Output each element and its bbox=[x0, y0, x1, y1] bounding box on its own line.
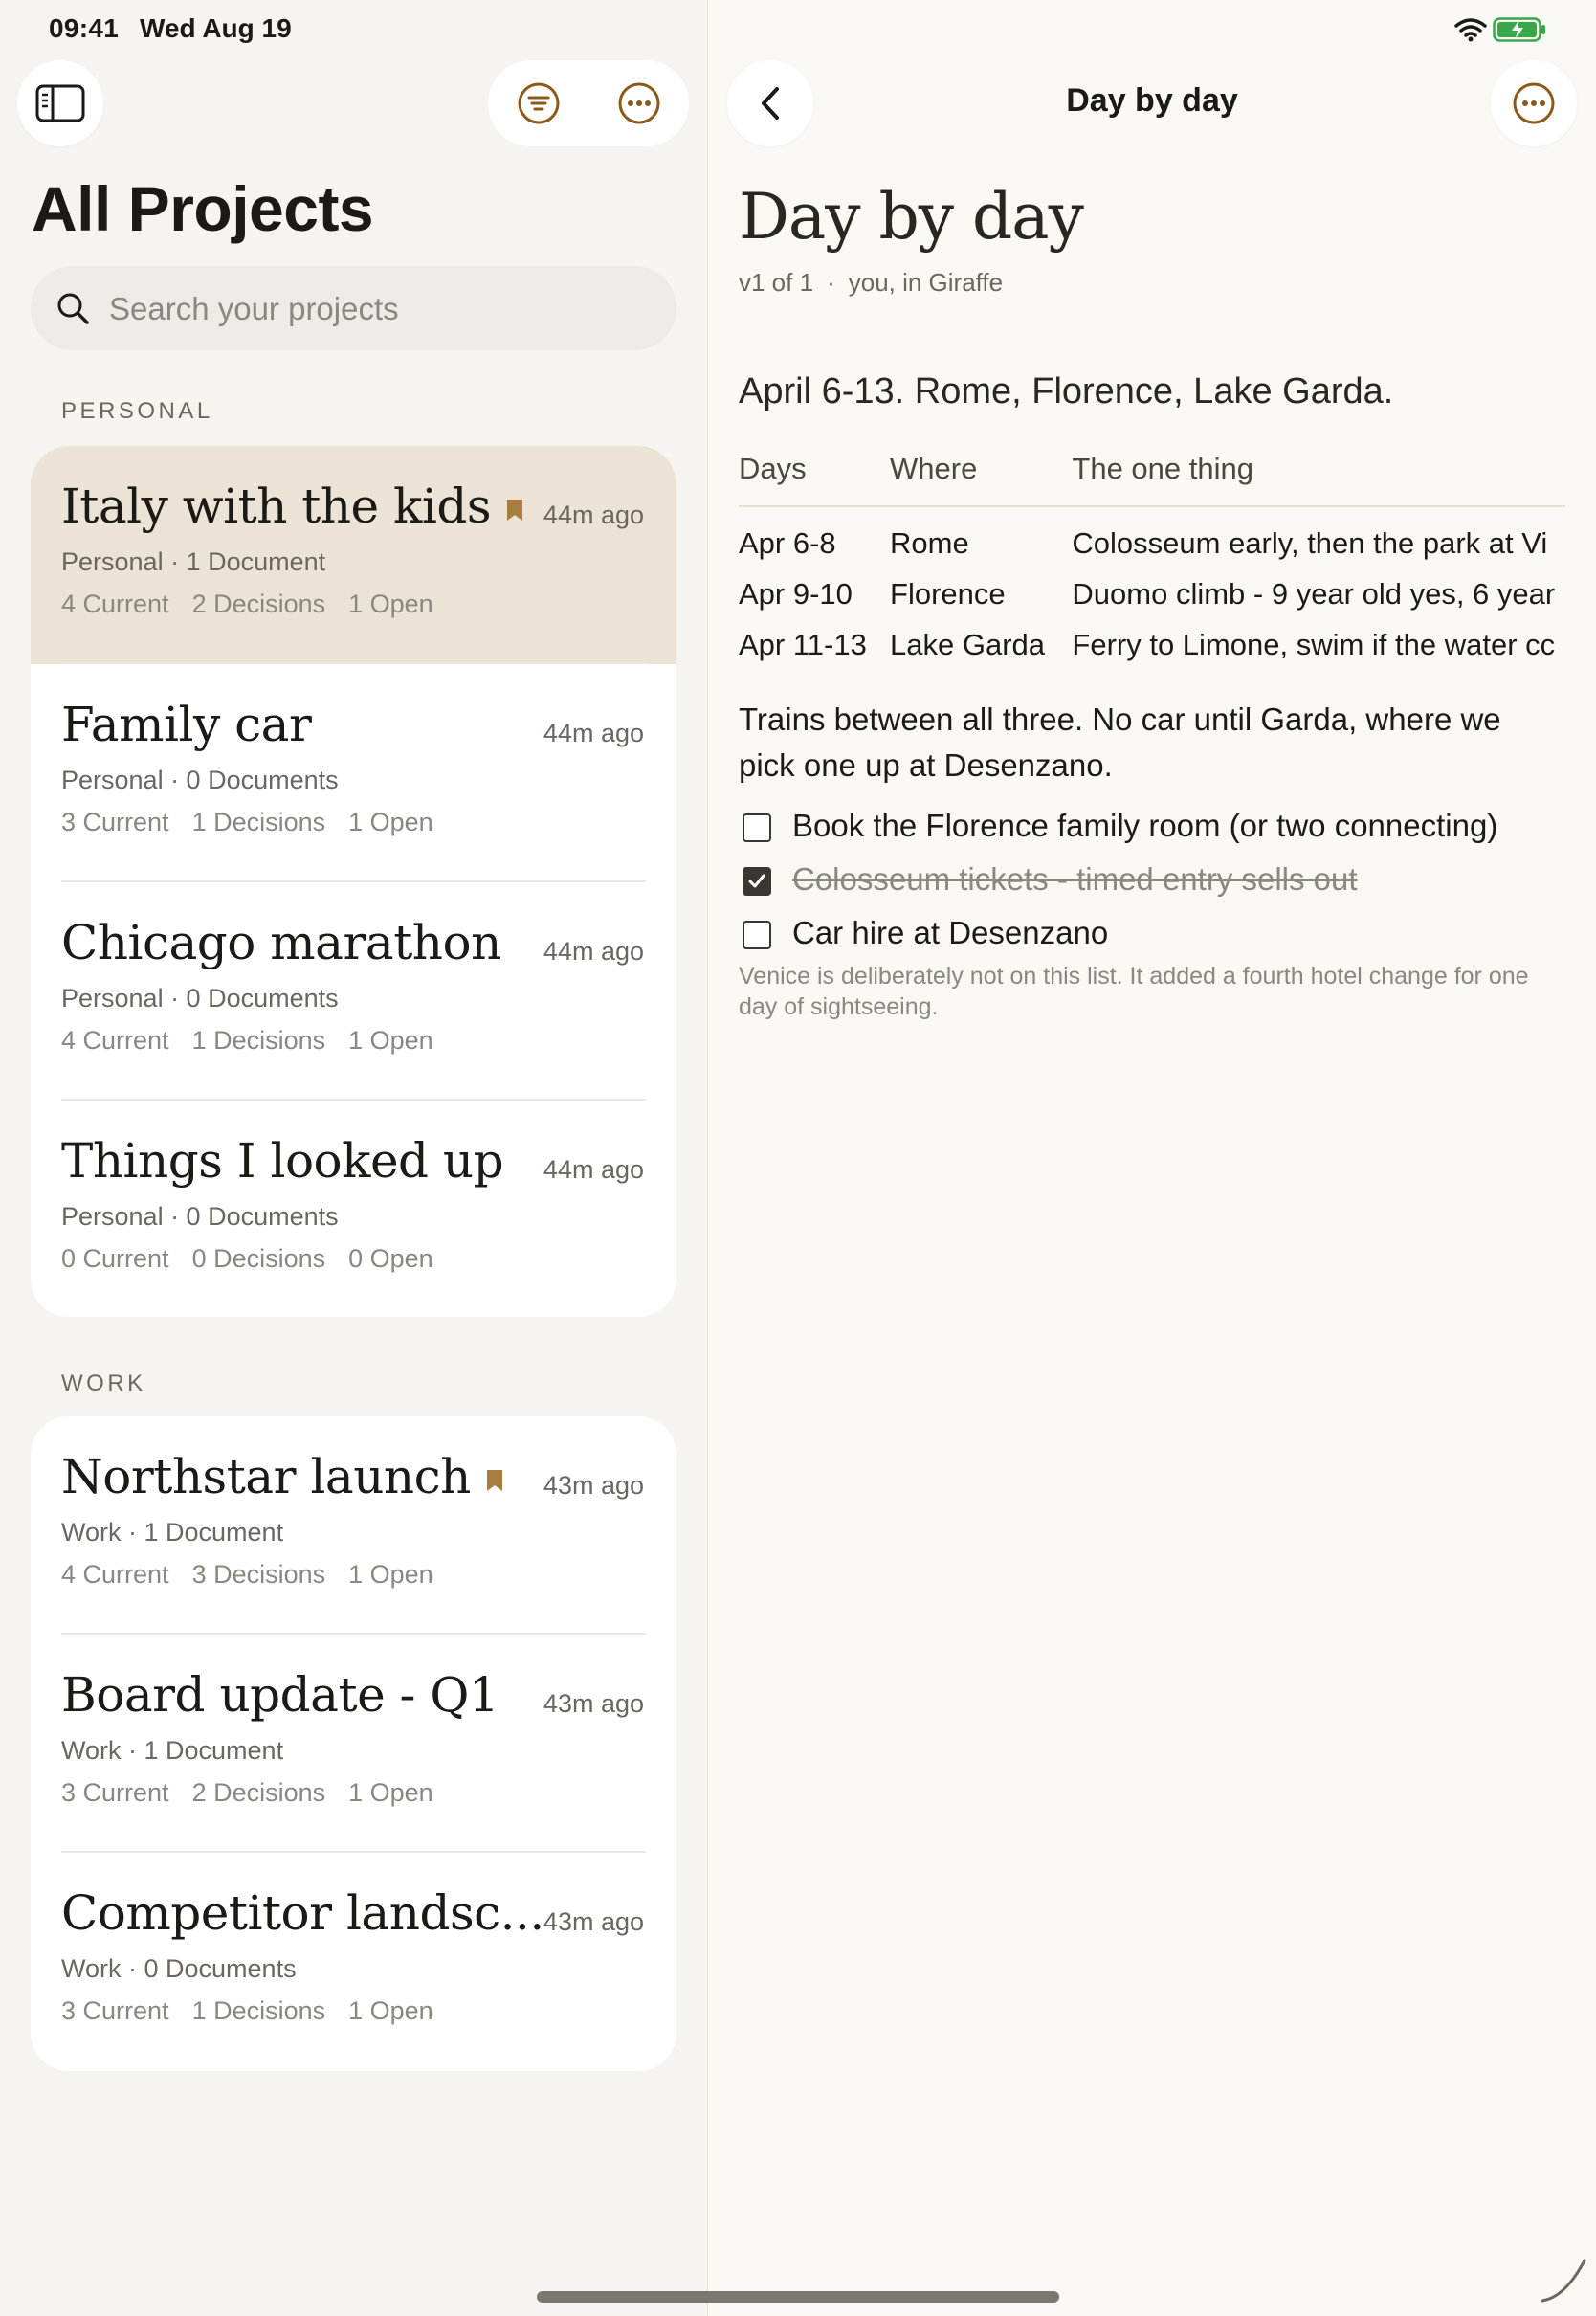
work-projects-list bbox=[31, 1416, 676, 2071]
project-stats bbox=[61, 1996, 456, 2026]
table-cell: Duomo climb - 9 year old yes, 6 year bbox=[1072, 577, 1556, 611]
project-name: Competitor landsc... bbox=[61, 1885, 544, 1941]
more-icon bbox=[617, 81, 661, 125]
section-label-work: WORK bbox=[61, 1370, 146, 1396]
checklist-label: Book the Florence family room (or two connecting) bbox=[792, 808, 1498, 843]
project-item-chicago-marathon[interactable] bbox=[31, 882, 676, 1101]
checkbox-checked[interactable] bbox=[743, 867, 771, 896]
project-updated: 44m ago bbox=[543, 501, 644, 529]
open-count: 0 Open bbox=[348, 1244, 433, 1273]
project-item-competitor-landscape[interactable] bbox=[31, 1853, 676, 2071]
checkbox[interactable] bbox=[743, 813, 771, 842]
table-row bbox=[739, 612, 1565, 662]
current-count: 4 Current bbox=[61, 590, 169, 618]
status-bar bbox=[0, 0, 1596, 59]
project-item-family-car[interactable] bbox=[31, 664, 676, 882]
table-cell: Florence bbox=[890, 577, 1006, 611]
table-cell: Lake Garda bbox=[890, 628, 1046, 661]
more-icon bbox=[1512, 81, 1556, 125]
bookmark-icon bbox=[506, 499, 523, 522]
project-updated: 44m ago bbox=[543, 1155, 644, 1184]
project-updated: 44m ago bbox=[543, 719, 644, 747]
column-header: Where bbox=[890, 452, 1072, 506]
project-item-board-update[interactable] bbox=[31, 1635, 676, 1853]
project-updated: 43m ago bbox=[543, 1471, 644, 1500]
table-cell: Apr 9-10 bbox=[739, 577, 853, 611]
bookmark-icon bbox=[486, 1469, 503, 1492]
toolbar-pill bbox=[488, 60, 689, 146]
project-stats bbox=[61, 1026, 456, 1056]
search-bar[interactable] bbox=[31, 266, 676, 350]
table-row bbox=[739, 506, 1565, 561]
project-stats bbox=[61, 1778, 456, 1808]
personal-projects-list bbox=[31, 446, 676, 1317]
divider bbox=[61, 662, 646, 664]
checklist-label: Colosseum tickets - timed entry sells out bbox=[792, 861, 1358, 897]
more-button[interactable] bbox=[588, 60, 689, 146]
author-label: you, in Giraffe bbox=[848, 268, 1004, 297]
project-name-text: Italy with the kids bbox=[61, 479, 491, 534]
project-name: Family car bbox=[61, 697, 312, 752]
project-meta: Personal · 0 Documents bbox=[61, 1202, 339, 1231]
status-time: 09:41 bbox=[49, 13, 120, 43]
checklist-item[interactable] bbox=[739, 806, 1562, 848]
wifi-icon bbox=[1454, 17, 1487, 42]
current-count: 4 Current bbox=[61, 1560, 169, 1589]
document-more-button[interactable] bbox=[1491, 60, 1577, 146]
project-stats bbox=[61, 808, 456, 837]
home-indicator[interactable] bbox=[537, 2291, 1059, 2303]
search-icon bbox=[55, 291, 90, 325]
project-meta: Work · 1 Document bbox=[61, 1736, 284, 1765]
nav-title: Day by day bbox=[1066, 82, 1238, 119]
document-title: Day by day bbox=[739, 180, 1083, 254]
document-note: Venice is deliberately not on this list. It added a fourth hotel change for one day of sightseeing. bbox=[739, 963, 1529, 1020]
decisions-count: 2 Decisions bbox=[191, 1778, 326, 1807]
version-label: v1 of 1 bbox=[739, 268, 814, 297]
project-name: Things I looked up bbox=[61, 1133, 504, 1189]
checkmark-icon bbox=[744, 869, 769, 894]
project-meta: Personal · 1 Document bbox=[61, 547, 326, 576]
decisions-count: 0 Decisions bbox=[191, 1244, 326, 1273]
open-count: 1 Open bbox=[348, 1778, 433, 1807]
project-updated: 43m ago bbox=[543, 1689, 644, 1718]
projects-sidebar bbox=[0, 0, 707, 2316]
table-cell: Apr 11-13 bbox=[739, 628, 867, 661]
column-header: The one thing bbox=[1072, 452, 1565, 506]
table-row bbox=[739, 561, 1565, 612]
current-count: 0 Current bbox=[61, 1244, 169, 1273]
project-stats bbox=[61, 1560, 456, 1590]
open-count: 1 Open bbox=[348, 1560, 433, 1589]
filter-button[interactable] bbox=[488, 60, 588, 146]
project-stats bbox=[61, 1244, 456, 1274]
current-count: 3 Current bbox=[61, 808, 169, 836]
status-date: Wed Aug 19 bbox=[140, 13, 292, 43]
project-item-italy[interactable] bbox=[31, 446, 676, 664]
document-heading: April 6-13. Rome, Florence, Lake Garda. bbox=[739, 371, 1394, 412]
sidebar-toggle-icon bbox=[35, 84, 85, 122]
project-name bbox=[61, 479, 523, 534]
section-label-personal: PERSONAL bbox=[61, 398, 213, 424]
open-count: 1 Open bbox=[348, 1996, 433, 2025]
current-count: 3 Current bbox=[61, 1778, 169, 1807]
decisions-count: 2 Decisions bbox=[191, 590, 326, 618]
project-item-things-i-looked-up[interactable] bbox=[31, 1101, 676, 1317]
table-cell: Rome bbox=[890, 526, 969, 560]
open-count: 1 Open bbox=[348, 808, 433, 836]
filter-icon bbox=[517, 81, 561, 125]
project-meta: Work · 1 Document bbox=[61, 1518, 284, 1547]
checklist-item[interactable] bbox=[739, 859, 1562, 902]
project-updated: 43m ago bbox=[543, 1907, 644, 1936]
itinerary-table bbox=[739, 452, 1565, 674]
decisions-count: 1 Decisions bbox=[191, 1996, 326, 2025]
decisions-count: 1 Decisions bbox=[191, 1026, 326, 1055]
project-name bbox=[61, 1449, 503, 1504]
project-updated: 44m ago bbox=[543, 937, 644, 966]
current-count: 4 Current bbox=[61, 1026, 169, 1055]
project-stats bbox=[61, 590, 456, 619]
sidebar-toggle-button[interactable] bbox=[17, 60, 103, 146]
table-header-row bbox=[739, 452, 1565, 506]
column-header: Days bbox=[739, 452, 890, 506]
project-meta: Personal · 0 Documents bbox=[61, 766, 339, 794]
battery-icon bbox=[1493, 17, 1546, 42]
page-title: All Projects bbox=[32, 173, 374, 244]
decisions-count: 3 Decisions bbox=[191, 1560, 326, 1589]
project-item-northstar-launch[interactable] bbox=[31, 1416, 676, 1635]
project-meta: Work · 0 Documents bbox=[61, 1954, 297, 1983]
project-name-text: Northstar launch bbox=[61, 1449, 471, 1504]
project-name: Chicago marathon bbox=[61, 915, 501, 970]
checklist-label: Car hire at Desenzano bbox=[792, 915, 1109, 950]
document-paragraph: Trains between all three. No car until Garda, where we pick one up at Desenzano. bbox=[739, 701, 1501, 783]
checkbox[interactable] bbox=[743, 921, 771, 949]
project-meta: Personal · 0 Documents bbox=[61, 984, 339, 1013]
project-name: Board update - Q1 bbox=[61, 1667, 499, 1723]
search-input[interactable] bbox=[107, 283, 647, 335]
divider bbox=[61, 1099, 646, 1101]
document-pane bbox=[708, 0, 1596, 2316]
divider bbox=[61, 1851, 646, 1853]
checklist-item[interactable] bbox=[739, 913, 1562, 955]
pencil-hint-icon bbox=[1537, 2249, 1594, 2306]
open-count: 1 Open bbox=[348, 590, 433, 618]
document-meta bbox=[739, 268, 1003, 298]
table-cell: Ferry to Limone, swim if the water cc bbox=[1072, 628, 1556, 661]
table-cell: Colosseum early, then the park at Vi bbox=[1072, 526, 1548, 560]
open-count: 1 Open bbox=[348, 1026, 433, 1055]
table-cell: Apr 6-8 bbox=[739, 526, 836, 560]
meta-separator: · bbox=[827, 268, 835, 297]
current-count: 3 Current bbox=[61, 1996, 169, 2025]
divider bbox=[61, 880, 646, 882]
divider bbox=[61, 1633, 646, 1635]
decisions-count: 1 Decisions bbox=[191, 808, 326, 836]
